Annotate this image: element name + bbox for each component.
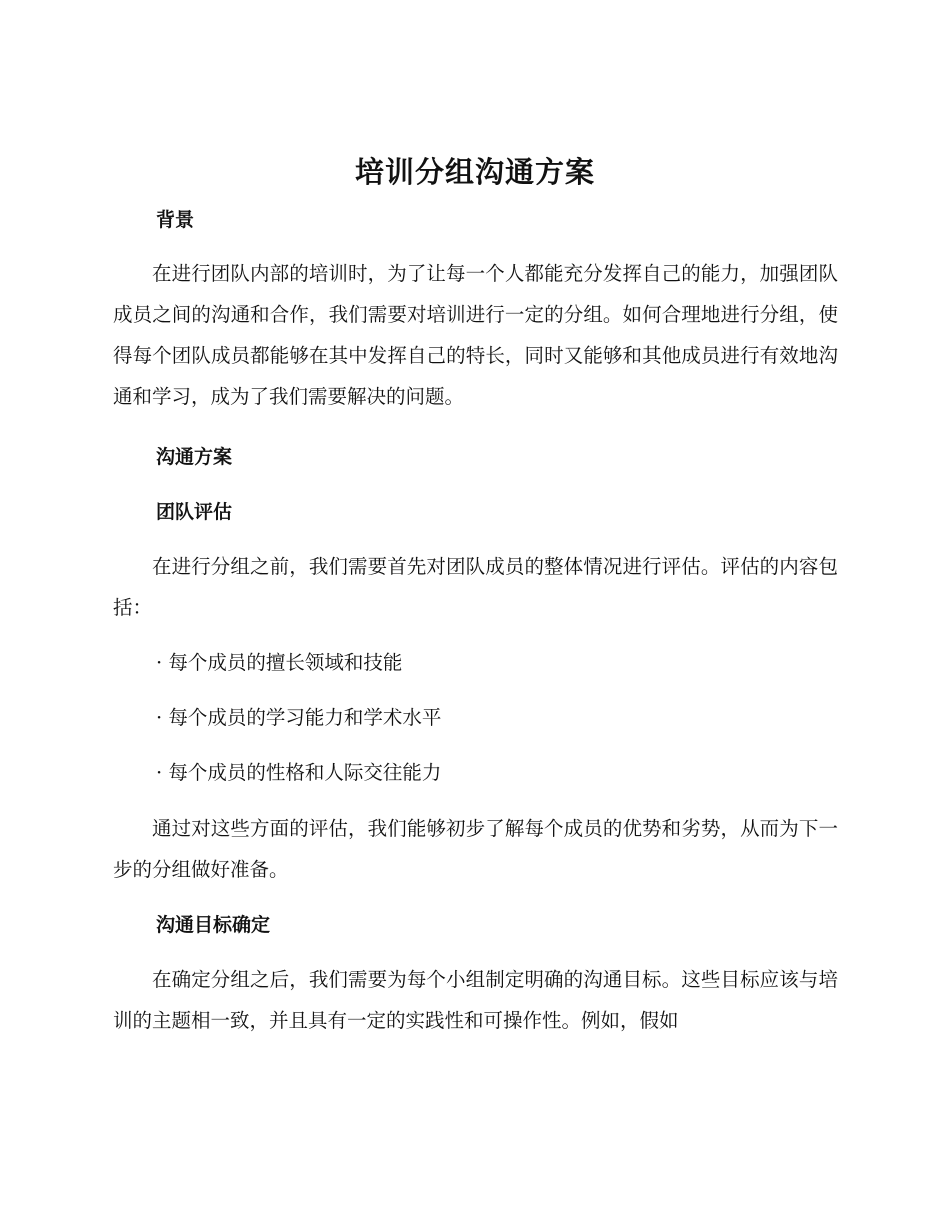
heading-communication-goal: 沟通目标确定 [156,914,271,936]
paragraph-team-evaluation: 在进行分组之前，我们需要首先对团队成员的整体情况进行评估。评估的内容包括： [113,555,838,619]
paragraph-evaluation-result: 通过对这些方面的评估，我们能够初步了解每个成员的优势和劣势，从而为下一步的分组做好准备。 [113,817,838,881]
heading-background: 背景 [156,209,195,231]
paragraph-background: 在进行团队内部的培训时，为了让每一个人都能充分发挥自己的能力，加强团队成员之间的沟通和合作，我们需要对培训进行一定的分组。如何合理地进行分组，使得每个团队成员都能够在其中发挥自己的特长，同时又能够和其他成员进行有效地沟通和学习，成为了我们需要解决的问题。 [113,262,838,408]
list-item: · 每个成员的学习能力和学术水平 [156,706,442,729]
paragraph-communication-goal: 在确定分组之后，我们需要为每个小组制定明确的沟通目标。这些目标应该与培训的主题相一致，并且具有一定的实践性和可操作性。例如，假如 [113,968,838,1032]
heading-communication-plan: 沟通方案 [156,446,233,468]
list-item: · 每个成员的性格和人际交往能力 [156,761,442,784]
list-item: · 每个成员的擅长领域和技能 [156,651,403,674]
heading-team-evaluation: 团队评估 [156,501,233,523]
document-title: 培训分组沟通方案 [354,155,595,189]
